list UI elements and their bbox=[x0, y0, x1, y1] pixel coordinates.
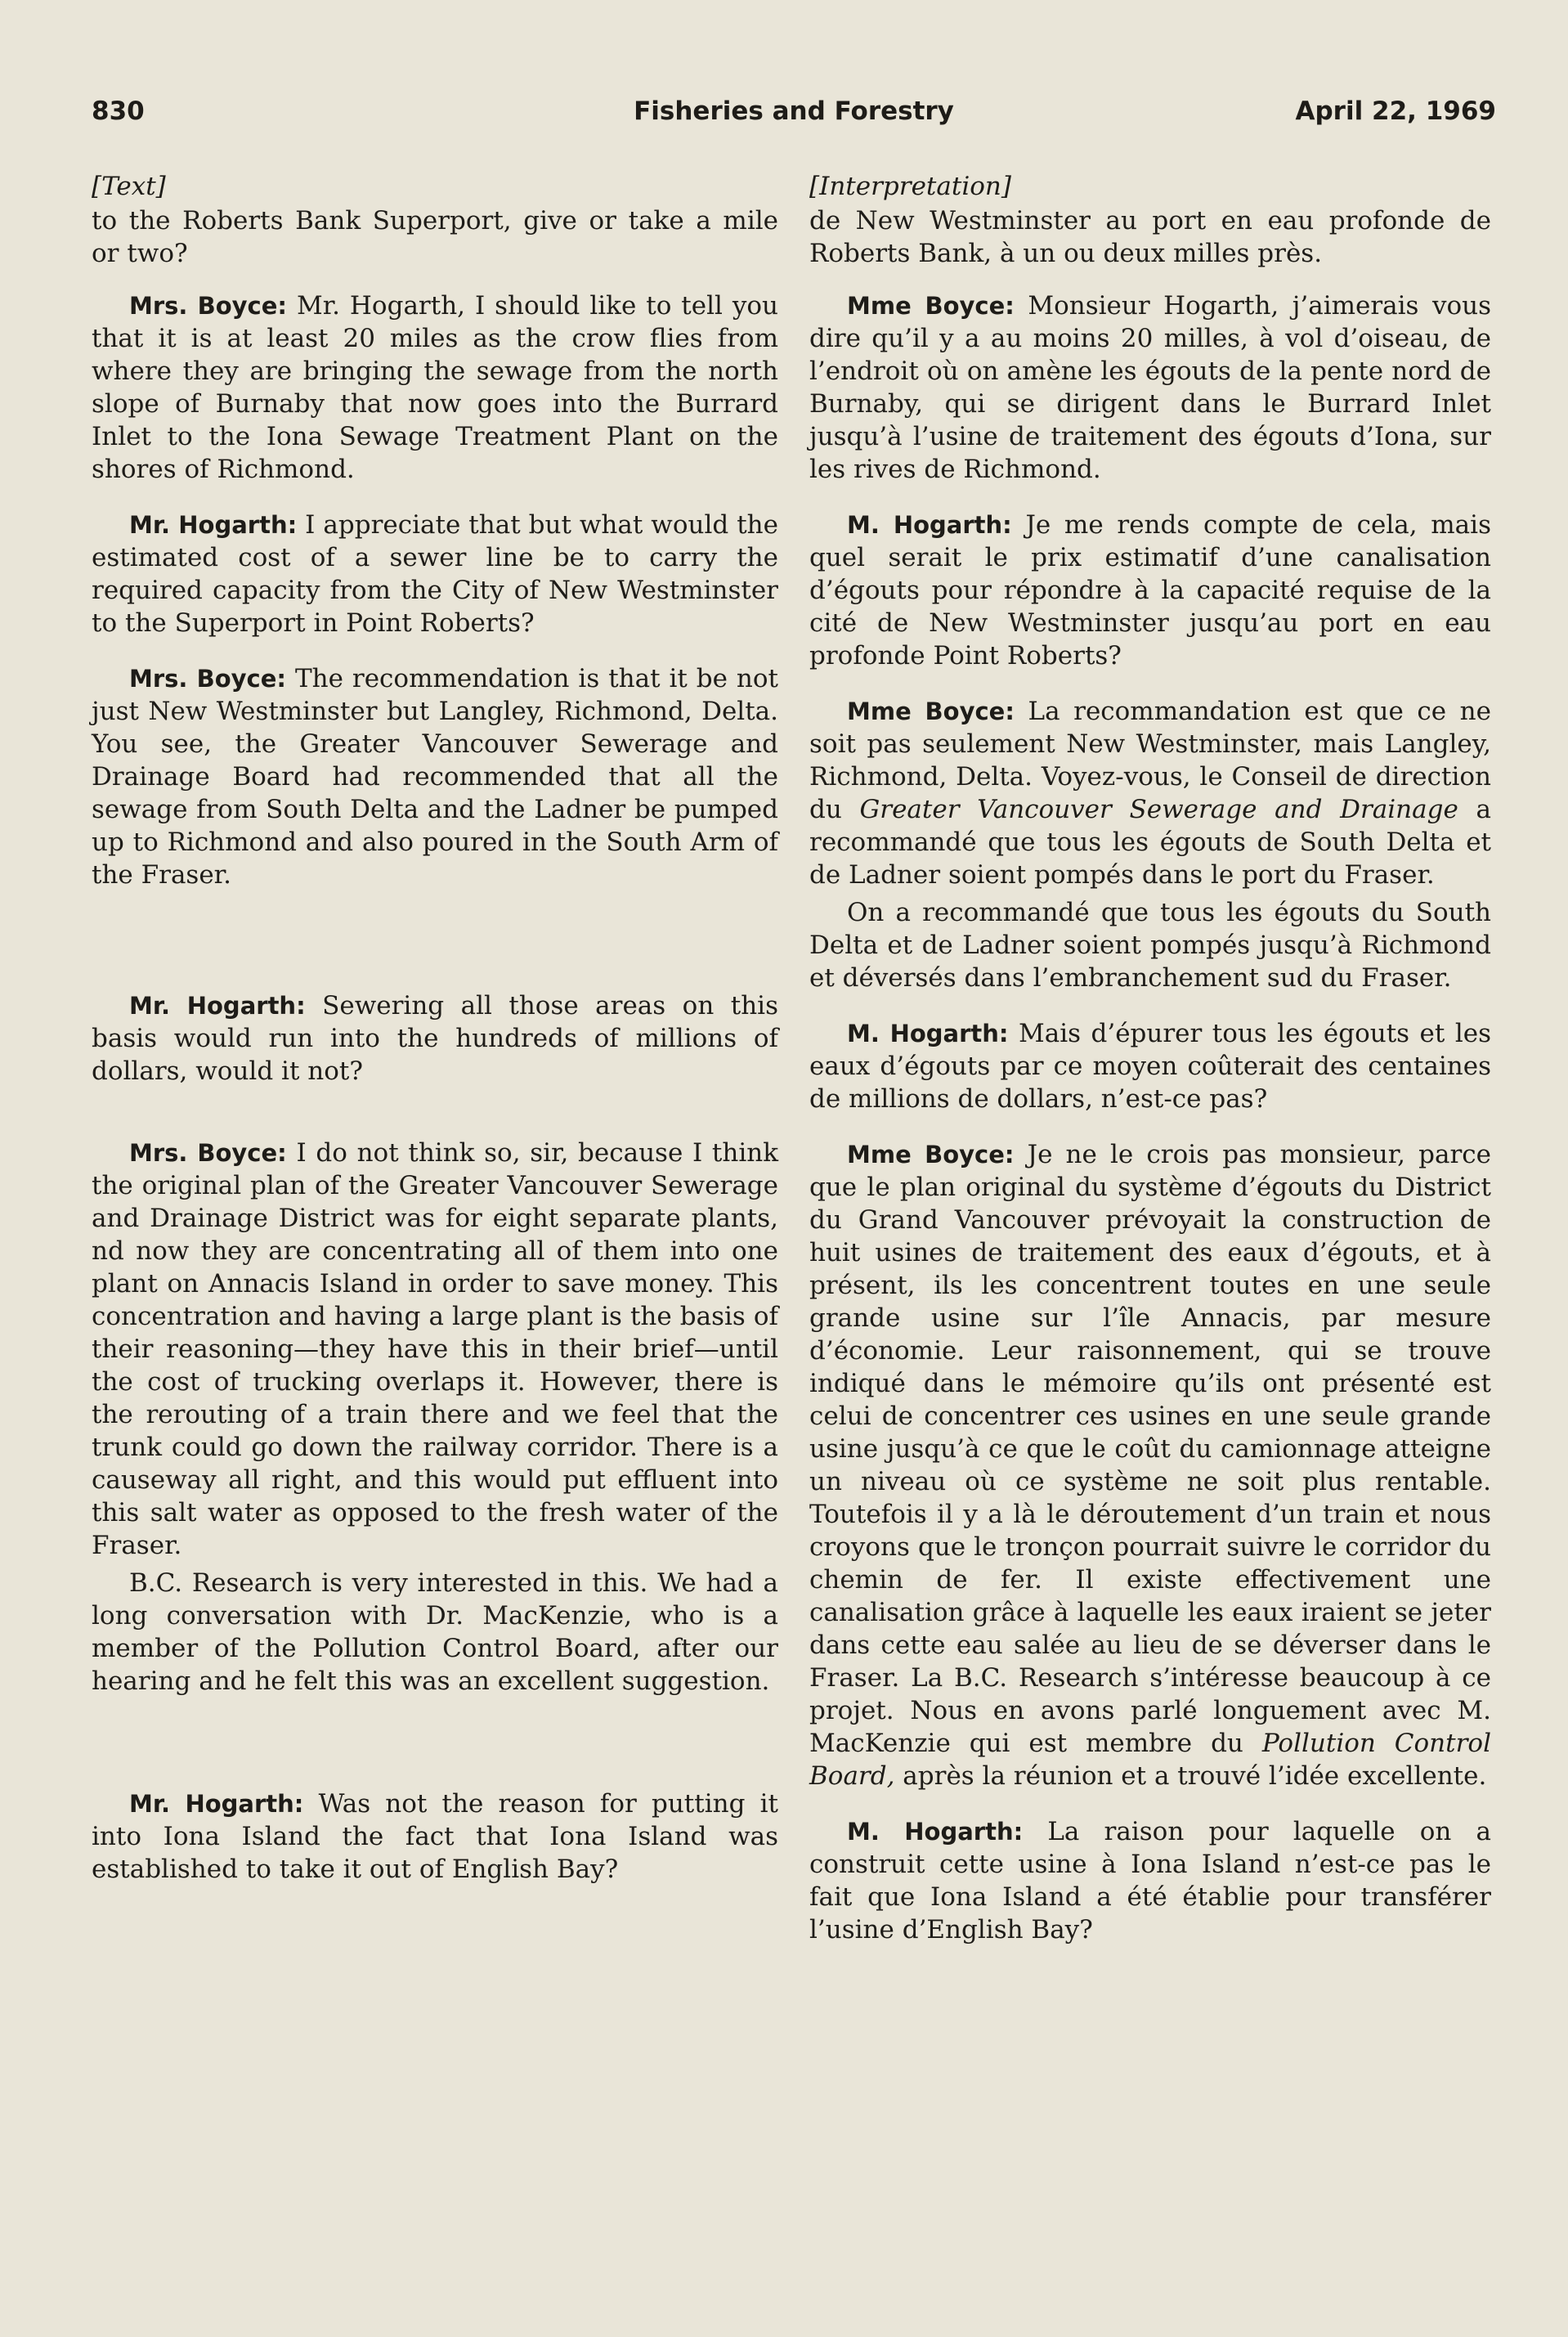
speech-paragraph bbox=[809, 1138, 1491, 1792]
speech-text-italic: Pollution Control Board, bbox=[809, 1729, 1491, 1791]
speech-text: Je me rends compte de cela, mais quel serait le prix estimatif d’une canalisation d’égouts pour répondre à la capacité requise de la cité de New Westminster jusqu’au port en eau profonde Point Roberts? bbox=[809, 510, 1491, 671]
speaker-name: Mrs. Boyce: bbox=[129, 292, 288, 320]
speech-text: The recommendation is that it be not just New Westminster but Langley, Richmond, Delta. You see, the Greater Vancouver Sewerage and Drainage Board had recommended that all the sewage from South Delta and the Ladner be pumped up to Richmond and also poured in the South Arm of the Fraser. bbox=[92, 664, 779, 890]
speaker-name: M. Hogarth: bbox=[847, 1020, 1009, 1047]
speech-paragraph bbox=[92, 1788, 778, 1886]
speech-paragraph bbox=[92, 1137, 778, 1562]
english-column bbox=[92, 170, 778, 1886]
speech-text: Mais d’épurer tous les égouts et les eaux d’égouts par ce moyen coûterait des centaines de millions de dollars, n’est-ce pas? bbox=[809, 1019, 1491, 1114]
speech-text: Was not the reason for putting it into Iona Island the fact that Iona Island was established to take it out of English Bay? bbox=[92, 1789, 778, 1884]
speech-text: I appreciate that but what would the estimated cost of a sewer line be to carry the required capacity from the City of New Westminster to the Superport in Point Roberts? bbox=[92, 510, 778, 638]
speaker-name: Mr. Hogarth: bbox=[129, 1790, 304, 1818]
french-column bbox=[809, 170, 1491, 1946]
speaker-name: Mme Boyce: bbox=[847, 1141, 1015, 1168]
speech-text: a recommandé que tous les égouts de South Delta et de Ladner soient pompés dans le port du Fraser. bbox=[809, 795, 1491, 890]
speech-paragraph bbox=[809, 1017, 1491, 1115]
column-label-text: [Text] bbox=[92, 172, 166, 201]
speech-text: Sewering all those areas on this basis would run into the hundreds of millions of dollars, would it not? bbox=[92, 991, 778, 1086]
paragraph: On a recommandé que tous les égouts du South Delta et de Ladner soient pompés jusqu’à Richmond et déversés dans l’embranchement sud du Fraser. bbox=[809, 898, 1491, 993]
speech-text: Mr. Hogarth, I should like to tell you that it is at least 20 miles as the crow flies from where they are bringing the sewage from the north slope of Burnaby that now goes into the Burrard Inlet to the Iona Sewage Treatment Plant on the shores of Richmond. bbox=[92, 291, 779, 484]
speech-paragraph bbox=[809, 509, 1491, 672]
speech-text: La raison pour laquelle on a construit cette usine à Iona Island n’est-ce pas le fait que Iona Island a été établie pour transférer l’usine d’English Bay? bbox=[809, 1817, 1492, 1945]
speaker-name: Mme Boyce: bbox=[847, 292, 1015, 320]
speaker-name: Mr. Hogarth: bbox=[129, 992, 306, 1020]
paragraph: to the Roberts Bank Superport, give or take a mile or two? bbox=[92, 206, 778, 268]
column-label-interpretation: [Interpretation] bbox=[809, 172, 1011, 201]
speech-text-italic: Greater Vancouver Sewerage and Drainage bbox=[859, 795, 1458, 824]
speech-paragraph bbox=[809, 1815, 1491, 1946]
speech-paragraph bbox=[809, 695, 1491, 891]
paragraph: de New Westminster au port en eau profonde de Roberts Bank, à un ou deux milles près. bbox=[809, 206, 1491, 268]
speaker-name: Mr. Hogarth: bbox=[129, 511, 298, 539]
speech-text: I do not think so, sir, because I think the original plan of the Greater Vancouver Sewerage and Drainage District was for eight separate plants, nd now they are concentrating all of them into one plant on Annacis Island in order to save money. This concentration and having a large plant is the basis of their reasoning—they have this in their brief—until the cost of trucking overlaps it. However, there is the rerouting of a train there and we feel that the trunk could go down the railway corridor. There is a causeway all right, and this would put effluent into this salt water as opposed to the fresh water of the Fraser. bbox=[92, 1138, 779, 1560]
speech-paragraph bbox=[92, 989, 778, 1088]
page-number: 830 bbox=[92, 96, 145, 126]
speech-paragraph bbox=[92, 509, 778, 639]
speech-text: après la réunion et a trouvé l’idée excellente. bbox=[894, 1761, 1487, 1791]
speech-text: Monsieur Hogarth, j’aimerais vous dire qu’il y a au moins 20 milles, à vol d’oiseau, de l’endroit où on amène les égouts de la pente nord de Burnaby, qui se dirigent dans le Burrard Inlet jusqu’à l’usine de traitement des égouts d’Iona, sur les rives de Richmond. bbox=[809, 291, 1491, 484]
paragraph: B.C. Research is very interested in this. We had a long conversation with Dr. MacKenzie, who is a member of the Pollution Control Board, after our hearing and he felt this was an excellent suggestion. bbox=[92, 1568, 778, 1696]
speech-paragraph bbox=[92, 662, 778, 891]
speaker-name: Mme Boyce: bbox=[847, 698, 1015, 725]
speech-text: La recommandation est que ce ne soit pas seulement New Westminster, mais Langley, Richmond, Delta. Voyez-vous, le Conseil de direction du bbox=[809, 697, 1491, 824]
speech-paragraph bbox=[92, 289, 778, 486]
speaker-name: Mrs. Boyce: bbox=[129, 1139, 287, 1167]
speech-paragraph bbox=[809, 289, 1491, 486]
speaker-name: M. Hogarth: bbox=[847, 1818, 1024, 1846]
header-date: April 22, 1969 bbox=[1295, 96, 1496, 126]
speaker-name: M. Hogarth: bbox=[847, 511, 1012, 539]
running-title: Fisheries and Forestry bbox=[634, 96, 954, 126]
page-header bbox=[92, 96, 1496, 146]
speech-text: Je ne le crois pas monsieur, parce que le plan original du système d’égouts du District du Grand Vancouver prévoyait la construction de huit usines de traitement des eaux d’égouts, et à présent, ils les concentrent toutes en une seule grande usine sur l’île Annacis, par mesure d’économie. Leur raisonnement, qui se trouve indiqué dans le mémoire qu’ils ont présenté est celui de concentrer ces usines en une seule grande usine jusqu’à ce que le coût du camionnage atteigne un niveau où ce système ne soit plus rentable. Toutefois il y a là le déroutement d’un train et nous croyons que le tronçon pourrait suivre le corridor du chemin de fer. Il existe effectivement une canalisation grâce à laquelle les eaux iraient se jeter dans cette eau salée au lieu de se déverser dans le Fraser. La B.C. Research s’intéresse beaucoup à ce projet. Nous en avons parlé longuement avec M. MacKenzie qui est membre du bbox=[809, 1140, 1491, 1758]
speaker-name: Mrs. Boyce: bbox=[129, 665, 287, 693]
